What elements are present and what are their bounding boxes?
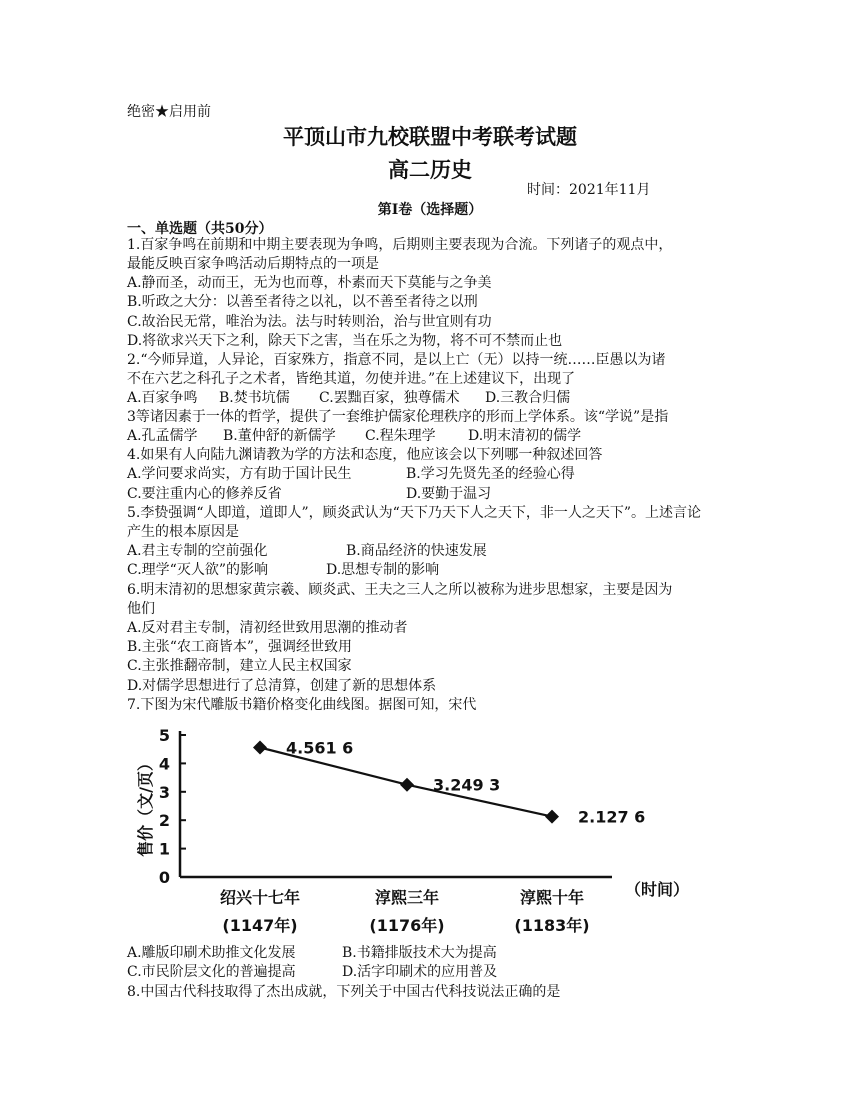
chart-marks	[253, 738, 645, 826]
q1-option-d: D.将欲求兴天下之利，除天下之害，当在乐之为物，将不可不禁而止也	[127, 333, 563, 349]
data-point-marker	[400, 778, 414, 792]
q2-option-a: A.百家争鸣	[127, 390, 198, 406]
q5-option-d: D.思想专制的影响	[326, 562, 440, 578]
q5-options-row2	[127, 561, 439, 579]
q7-option-c: C.市民阶层文化的普遍提高	[127, 964, 296, 980]
q6-option-a: A.反对君主专制，清初经世致用思潮的推动者	[127, 620, 408, 636]
exam-title: 平顶山市九校联盟中考联考试题	[283, 124, 577, 149]
q5-option-c: C.理学“灭人欲”的影响	[127, 562, 268, 578]
q4-option-b: B.学习先贤先圣的经验心得	[406, 466, 575, 482]
x-tick-year-label: (1147年)	[222, 916, 298, 935]
y-tick-label: 4	[158, 754, 170, 774]
data-value-label: 4.561 6	[286, 738, 354, 758]
q4-option-c: C.要注重内心的修养反省	[127, 486, 282, 502]
q6-option-b: B.主张“农工商皆本”，强调经世致用	[127, 639, 353, 655]
data-value-label: 2.127 6	[578, 807, 646, 827]
q4-option-a: A.学问要求尚实，方有助于国计民生	[127, 466, 352, 482]
data-value-label: 3.249 3	[433, 775, 501, 795]
volume-heading: 第I卷（选择题）	[377, 202, 483, 218]
q6-option-c: C.主张推翻帝制，建立人民主权国家	[127, 658, 352, 674]
q3-option-c: C.程朱理学	[365, 428, 436, 444]
data-point-marker	[253, 740, 267, 754]
x-tick-label: 淳熙十年	[519, 888, 585, 907]
y-axis-label: 售价（文/页）	[136, 755, 155, 857]
q5-options-row1	[127, 542, 487, 560]
q4-option-d: D.要勤于温习	[406, 486, 492, 502]
q6-stem-line1: 6.明末清初的思想家黄宗羲、顾炎武、王夫之三人之所以被称为进步思想家，主要是因为	[127, 582, 673, 598]
q1-option-c: C.故治民无常，唯治为法。法与时转则治，治与世宜则有功	[127, 314, 492, 330]
q2-stem-line2: 不在六艺之科孔子之术者，皆绝其道，勿使并进。”在上述建议下，出现了	[127, 371, 576, 387]
q2-option-d: D.三教合归儒	[485, 390, 571, 406]
q7-option-d: D.活字印刷术的应用普及	[342, 964, 498, 980]
q5-option-b: B.商品经济的快速发展	[346, 543, 487, 559]
y-tick-label: 5	[158, 726, 170, 745]
exam-time: 时间：2021年11月	[527, 182, 651, 198]
q2-option-c: C.罢黜百家，独尊儒术	[319, 390, 460, 406]
q4-options-row1	[127, 465, 575, 483]
chart-axes	[136, 726, 689, 935]
y-tick-label: 2	[158, 811, 170, 831]
q1-stem-line2: 最能反映百家争鸣活动后期特点的一项是	[127, 256, 379, 272]
x-tick-label: 绍兴十七年	[219, 888, 301, 907]
x-axis-label: （时间）	[624, 880, 690, 899]
q3-stem: 3等诸因素于一体的哲学，提供了一套维护儒家伦理秩序的形而上学体系。该“学说”是指	[127, 409, 669, 425]
q7-options-row2	[127, 963, 497, 981]
q2-option-b: B.焚书坑儒	[219, 390, 290, 406]
q3-option-b: B.董仲舒的新儒学	[223, 428, 336, 444]
q3-option-a: A.孔孟儒学	[127, 428, 198, 444]
x-tick-label: 淳熙三年	[374, 888, 440, 907]
q7-option-b: B.书籍排版技术大为提高	[342, 945, 497, 961]
y-tick-label: 3	[158, 782, 170, 802]
q1-stem-line1: 1.百家争鸣在前期和中期主要表现为争鸣，后期则主要表现为合流。下列诸子的观点中，	[127, 237, 673, 253]
x-tick-year-label: (1183年)	[514, 916, 590, 935]
secret-label: 绝密★启用前	[127, 104, 211, 120]
q5-stem-line2: 产生的根本原因是	[127, 524, 239, 540]
q2-options	[127, 389, 570, 407]
q5-option-a: A.君主专制的空前强化	[127, 543, 268, 559]
q4-options-row2	[127, 485, 491, 503]
q6-stem-line2: 他们	[127, 601, 155, 617]
q1-option-a: A.静而圣，动而王，无为也而尊，朴素而天下莫能与之争美	[127, 275, 492, 291]
q2-stem-line1: 2.“今师异道，人异论，百家殊方，指意不同，是以上亡（无）以持一统……臣愚以为诸	[127, 352, 666, 368]
q1-option-b: B.听政之大分：以善至者待之以礼，以不善至者待之以刑	[127, 294, 478, 310]
section-heading: 一、单选题（共50分）	[127, 221, 273, 237]
q4-stem: 4.如果有人向陆九渊请教为学的方法和态度，他应该会以下列哪一种叙述回答	[127, 447, 603, 463]
q3-options	[127, 427, 581, 445]
y-tick-label: 0	[158, 868, 170, 887]
q7-options-row1	[127, 944, 497, 962]
q8-stem: 8.中国古代科技取得了杰出成就，下列关于中国古代科技说法正确的是	[127, 984, 561, 1000]
data-point-marker	[545, 810, 559, 824]
q3-option-d: D.明末清初的儒学	[468, 428, 582, 444]
exam-subject: 高二历史	[388, 157, 472, 182]
q7-stem: 7.下图为宋代雕版书籍价格变化曲线图。据图可知，宋代	[127, 697, 477, 713]
q7-option-a: A.雕版印刷术助推文化发展	[127, 945, 296, 961]
q5-stem-line1: 5.李贽强调“人即道，道即人”，顾炎武认为“天下乃天下人之天下，非一人之天下”。上述言论	[127, 505, 701, 521]
book-price-chart	[127, 722, 707, 944]
x-tick-year-label: (1176年)	[369, 916, 445, 935]
q6-option-d: D.对儒学思想进行了总清算，创建了新的思想体系	[127, 678, 437, 694]
y-tick-label: 1	[158, 839, 170, 859]
